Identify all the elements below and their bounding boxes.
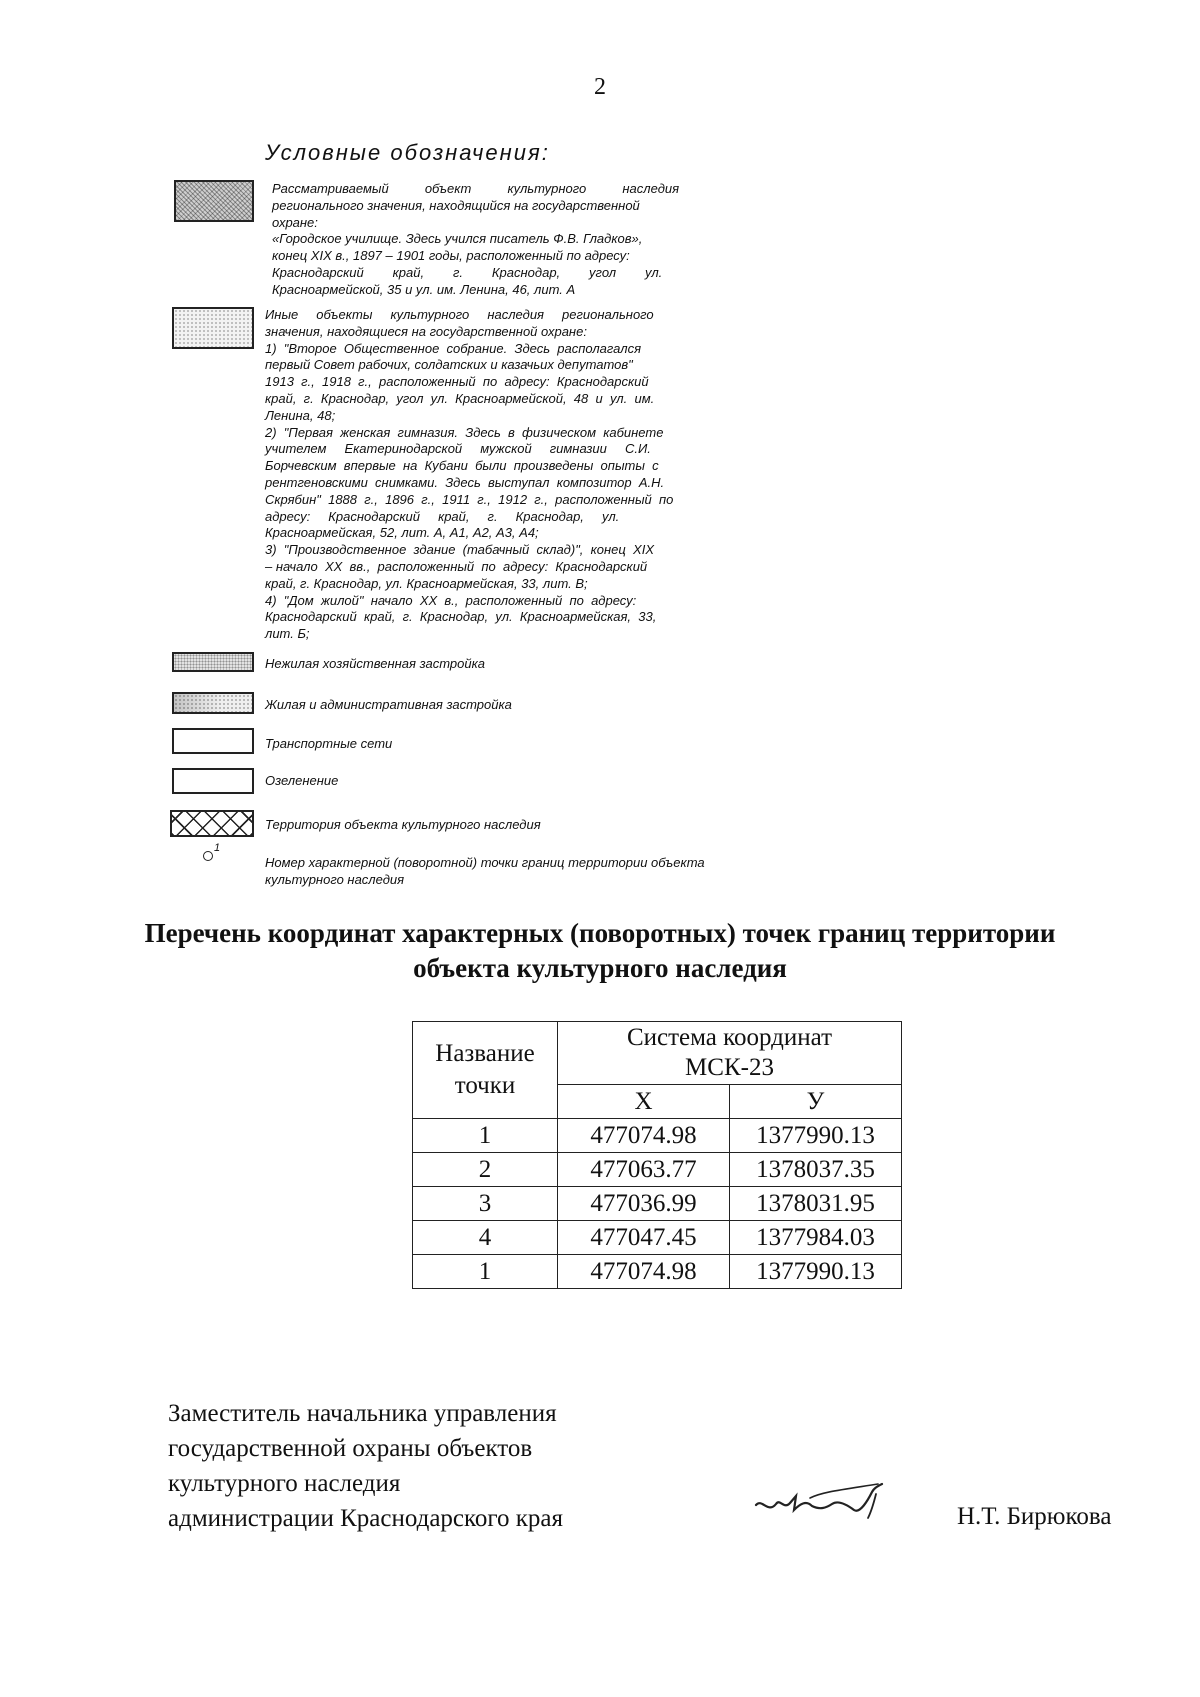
legend-point-marker-number: 1 [214, 842, 221, 854]
legend-point-marker-icon [203, 851, 213, 861]
signer-name: Н.Т. Бирюкова [957, 1503, 1112, 1530]
table-header-row [413, 1022, 902, 1085]
legend-swatch-greenery [172, 768, 254, 794]
legend-title: Условные обозначения: [265, 140, 550, 165]
point-name-cell: 3 [413, 1187, 558, 1221]
x-cell: 477036.99 [558, 1187, 730, 1221]
y-cell: 1378031.95 [730, 1187, 902, 1221]
x-cell: 477047.45 [558, 1221, 730, 1255]
legend-text-other-objects: Иные объекты культурного наследия регионального значения, находящиеся на государственной охране: 1) "Второе Общественное собрание. Здесь располагался первый Совет рабочих, солдатских и казачьих депутатов" 1913 г., 1918 г., расположенный по адресу: Краснодарский край, г. Краснодар, угол ул. Красноармейской, 48 и ул. им. Ленина, 48; 2) "Первая женская гимназия. Здесь в физическом кабинете учителем Екатеринодарской мужской гимназии С.И. Борчевским впервые на Кубани были произведены опыты с рентгеновскими снимками. Здесь выступал композитор А.Н. Скрябин" 1888 г., 1896 г., 1911 г., 1912 г., расположенный по адресу: Краснодарский край, г. Краснодар, ул. Красноармейская, 52, лит. А, А1, А2, А3, А4; 3) "Производственное здание (табачный склад)", конец XIX – начало XX вв., расположенный по адресу: Краснодарский край, г. Краснодар, ул. Красноармейская, 33, лит. В; 4) "Дом жилой" начало XX в., расположенный по адресу: Краснодарский край, г. Краснодар, ул. Красноармейская, 33, лит. Б; [265, 307, 674, 642]
y-cell: 1377990.13 [730, 1255, 902, 1289]
legend-text-transport: Транспортные сети [265, 736, 393, 751]
legend-text-territory: Территория объекта культурного наследия [265, 817, 541, 832]
x-cell: 477074.98 [558, 1255, 730, 1289]
y-cell: 1378037.35 [730, 1153, 902, 1187]
point-name-cell: 1 [413, 1255, 558, 1289]
legend-swatch-other-objects [172, 307, 254, 349]
point-name-cell: 1 [413, 1119, 558, 1153]
x-cell: 477074.98 [558, 1119, 730, 1153]
y-cell: 1377984.03 [730, 1221, 902, 1255]
header-coordinate-system: Система координат МСК-23 [558, 1022, 902, 1085]
signature-image [750, 1470, 900, 1530]
header-y: У [730, 1085, 902, 1119]
coordinates-table [412, 1021, 902, 1289]
legend-swatch-non-residential [172, 652, 254, 672]
coordinates-heading: Перечень координат характерных (поворотных) точек границ территории объекта культурного наследия [144, 918, 1056, 983]
legend-text-point-number: Номер характерной (поворотной) точки границ территории объекта культурного наследия [265, 855, 705, 887]
table-row [413, 1119, 902, 1153]
header-x: X [558, 1085, 730, 1119]
legend-swatch-transport [172, 728, 254, 754]
page-number: 2 [594, 74, 606, 100]
point-name-cell: 4 [413, 1221, 558, 1255]
legend-swatch-territory [170, 810, 254, 837]
point-name-cell: 2 [413, 1153, 558, 1187]
legend-text-greenery: Озеленение [265, 773, 339, 788]
legend-swatch-residential [172, 692, 254, 714]
legend-text-main-object: Рассматриваемый объект культурного наследия регионального значения, находящийся на государственной охране: «Городское училище. Здесь учился писатель Ф.В. Гладков», конец XIX в., 1897 – 1901 годы, расположенный по адресу: Краснодарский край, г. Краснодар, угол ул. Красноармейской, 35 и ул. им. Ленина, 46, лит. А [272, 181, 680, 297]
legend-swatch-main-object [174, 180, 254, 222]
table-row [413, 1255, 902, 1289]
signer-position: Заместитель начальника управления государственной охраны объектов культурного наследия администрации Краснодарского края [168, 1400, 564, 1532]
table-row [413, 1153, 902, 1187]
table-row [413, 1221, 902, 1255]
legend-text-non-residential: Нежилая хозяйственная застройка [265, 656, 485, 671]
header-point-name: Название точки [413, 1022, 558, 1119]
y-cell: 1377990.13 [730, 1119, 902, 1153]
x-cell: 477063.77 [558, 1153, 730, 1187]
legend-text-residential: Жилая и административная застройка [265, 697, 512, 712]
table-row [413, 1187, 902, 1221]
